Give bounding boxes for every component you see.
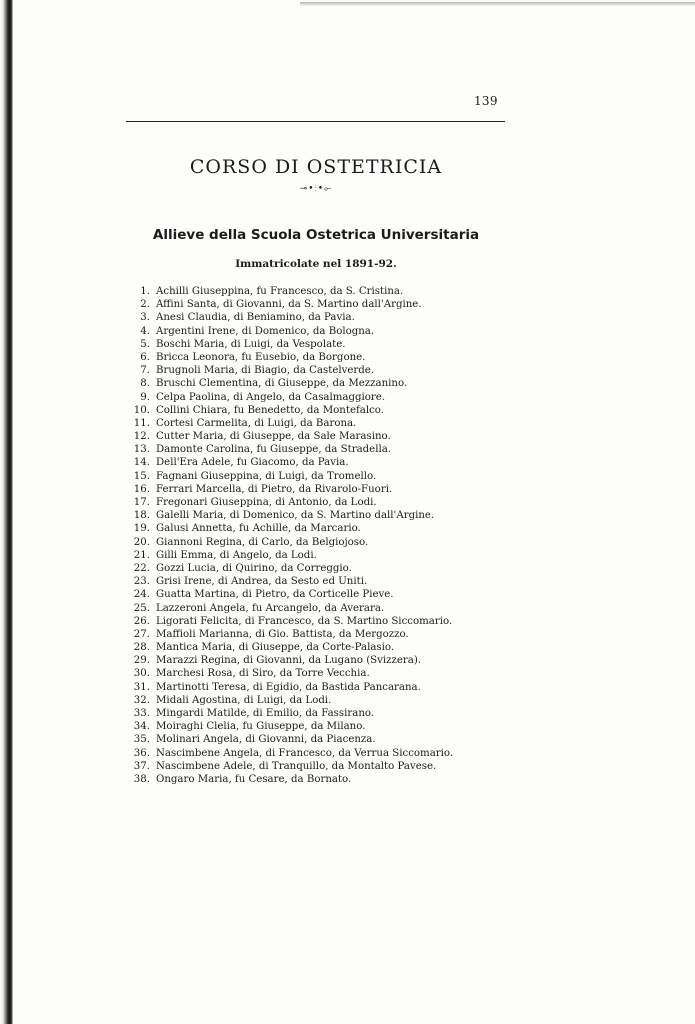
list-item-text: Dell'Era Adele, fu Giacomo, da Pavia. xyxy=(156,457,349,469)
list-item xyxy=(126,760,506,773)
list-item-number: 16. xyxy=(133,483,150,495)
list-item-number: 1. xyxy=(140,286,150,297)
list-item-text: Gilli Emma, di Angelo, da Lodi. xyxy=(156,549,317,561)
list-item-text: Nascimbene Adele, di Tranquillo, da Montalto Pavese. xyxy=(156,760,437,772)
list-item-number: 29. xyxy=(133,655,150,667)
list-item-number: 37. xyxy=(133,760,150,772)
list-item-text: Grisi Irene, di Andrea, da Sesto ed Uniti. xyxy=(156,576,368,588)
page-number: 139 xyxy=(474,94,498,108)
list-item xyxy=(126,720,506,733)
list-item-number: 21. xyxy=(133,549,150,561)
list-item xyxy=(126,562,506,575)
list-item-number: 4. xyxy=(140,325,150,337)
list-item xyxy=(126,681,506,694)
list-item-number: 24. xyxy=(133,589,150,601)
list-item-number: 10. xyxy=(133,404,150,416)
list-item xyxy=(126,298,506,311)
list-item-number: 5. xyxy=(140,338,150,350)
list-item xyxy=(126,377,506,390)
list-item-text: Martinotti Teresa, di Egidio, da Bastida Pancarana. xyxy=(156,681,421,693)
list-item xyxy=(126,417,506,430)
list-item-text: Ligorati Felicita, di Francesco, da S. Martino Siccomario. xyxy=(156,615,453,627)
list-item-text: Cutter Maria, di Giuseppe, da Sale Marasino. xyxy=(156,431,391,443)
list-item-text: Ongaro Maria, fu Cesare, da Bornato. xyxy=(156,773,352,785)
list-item-text: Bruschi Clementina, di Giuseppe, da Mezzanino. xyxy=(156,378,408,390)
list-item-number: 22. xyxy=(133,562,150,574)
section-subtitle: Allieve della Scuola Ostetrica Universitaria xyxy=(152,227,480,243)
list-item-text: Maffioli Marianna, di Gio. Battista, da Mergozzo. xyxy=(156,628,409,640)
list-item-text: Fagnani Giuseppina, di Luigi, da Tromello. xyxy=(156,470,377,482)
list-item-number: 38. xyxy=(133,773,150,785)
list-item-number: 23. xyxy=(133,576,150,588)
list-item xyxy=(126,588,506,601)
list-item-number: 11. xyxy=(133,417,150,429)
list-item xyxy=(126,404,506,417)
list-item-text: Ferrari Marcella, di Pietro, da Rivarolo-Fuori. xyxy=(156,483,393,495)
list-item-text: Marchesi Rosa, di Siro, da Torre Vecchia. xyxy=(156,668,370,680)
page-title: CORSO DI OSTETRICIA xyxy=(189,156,443,178)
list-item xyxy=(126,496,506,509)
list-item-text: Bricca Leonora, fu Eusebio, da Borgone. xyxy=(156,351,366,363)
list-item xyxy=(126,430,506,443)
list-item-text: Molinari Angela, di Giovanni, da Piacenza. xyxy=(156,734,376,746)
list-item-number: 20. xyxy=(133,536,150,548)
list-item-number: 13. xyxy=(133,444,150,456)
list-item-number: 26. xyxy=(133,615,150,627)
list-item xyxy=(126,456,506,469)
list-item xyxy=(126,509,506,522)
list-item-text: Cortesi Carmelita, di Luigi, da Barona. xyxy=(156,417,357,429)
list-item-text: Nascimbene Angela, di Francesco, da Verrua Siccomario. xyxy=(156,747,454,759)
list-item xyxy=(126,773,506,786)
list-item-number: 8. xyxy=(140,378,150,390)
list-item-number: 32. xyxy=(133,694,150,706)
list-item-number: 33. xyxy=(133,708,150,719)
list-item-text: Damonte Carolina, fu Giuseppe, da Stradella. xyxy=(156,444,392,456)
list-item-number: 14. xyxy=(133,457,150,469)
list-item-text: Midali Agostina, di Luigi, da Lodi. xyxy=(156,694,332,706)
list-item-number: 17. xyxy=(133,497,150,508)
list-item xyxy=(126,338,506,351)
list-item xyxy=(126,667,506,680)
list-item xyxy=(126,364,506,377)
list-item-text: Mingardi Matilde, di Emilio, da Fassirano. xyxy=(156,708,375,719)
list-item xyxy=(126,747,506,760)
list-item xyxy=(126,575,506,588)
list-item xyxy=(126,470,506,483)
list-item-text: Fregonari Giuseppina, di Antonio, da Lodi. xyxy=(156,497,377,508)
list-item xyxy=(126,549,506,562)
list-item-number: 15. xyxy=(133,470,150,482)
list-item-number: 36. xyxy=(133,747,150,759)
list-item-number: 9. xyxy=(140,391,150,403)
list-item xyxy=(126,641,506,654)
list-item xyxy=(126,707,506,720)
list-item-text: Moiraghi Clelia, fu Giuseppe, da Milano. xyxy=(156,721,366,733)
list-item-number: 2. xyxy=(140,299,150,311)
header-rule xyxy=(126,121,505,122)
list-item-text: Galusi Annetta, fu Achille, da Marcario. xyxy=(156,523,361,535)
title-ornament: ⊸•⫶•⟜ xyxy=(299,184,333,194)
list-item-text: Argentini Irene, di Domenico, da Bologna. xyxy=(156,325,375,337)
list-item-text: Mantica Maria, di Giuseppe, da Corte-Palasio. xyxy=(156,642,395,654)
list-item xyxy=(126,536,506,549)
list-item-text: Giannoni Regina, di Carlo, da Belgiojoso. xyxy=(156,536,369,548)
list-item xyxy=(126,351,506,364)
list-item xyxy=(126,325,506,338)
list-item-number: 34. xyxy=(133,721,150,733)
list-item-text: Affini Santa, di Giovanni, da S. Martino dall'Argine. xyxy=(156,299,422,311)
list-item-text: Guatta Martina, di Pietro, da Corticelle Pieve. xyxy=(156,589,394,601)
list-item-number: 27. xyxy=(133,628,150,640)
list-item-text: Achilli Giuseppina, fu Francesco, da S. Cristina. xyxy=(156,286,404,297)
list-item-number: 18. xyxy=(133,510,150,522)
list-item-number: 30. xyxy=(133,668,150,680)
list-item xyxy=(126,311,506,324)
list-item xyxy=(126,628,506,641)
list-item-text: Anesi Claudia, di Beniamino, da Pavia. xyxy=(156,312,355,324)
list-item-number: 25. xyxy=(133,602,150,614)
list-item-number: 12. xyxy=(133,431,150,443)
list-item-text: Collini Chiara, fu Benedetto, da Montefalco. xyxy=(156,404,384,416)
list-item xyxy=(126,391,506,404)
list-item xyxy=(126,654,506,667)
list-item xyxy=(126,522,506,535)
list-item xyxy=(126,733,506,746)
list-item xyxy=(126,694,506,707)
book-spine-shadow xyxy=(0,0,13,1024)
student-list xyxy=(126,285,506,786)
list-item-number: 35. xyxy=(133,734,150,746)
list-item-text: Marazzi Regina, di Giovanni, da Lugano (Svizzera). xyxy=(156,655,422,667)
list-item-text: Celpa Paolina, di Angelo, da Casalmaggiore. xyxy=(156,391,386,403)
list-item-number: 19. xyxy=(133,523,150,535)
list-item xyxy=(126,285,506,298)
list-item-number: 6. xyxy=(140,351,150,363)
list-item-text: Boschi Maria, di Luigi, da Vespolate. xyxy=(156,338,346,350)
list-item-text: Gozzi Lucia, di Quirino, da Correggio. xyxy=(156,562,352,574)
enrollment-heading: Immatricolate nel 1891-92. xyxy=(235,258,397,270)
page-top-edge xyxy=(300,2,695,6)
list-item xyxy=(126,602,506,615)
list-item-text: Brugnoli Maria, di Biagio, da Castelverde. xyxy=(156,365,375,377)
list-item-number: 7. xyxy=(140,365,150,377)
list-item-number: 28. xyxy=(133,642,150,654)
list-item-number: 31. xyxy=(133,681,150,693)
list-item xyxy=(126,483,506,496)
list-item-number: 3. xyxy=(140,312,150,324)
list-item xyxy=(126,443,506,456)
list-item-text: Lazzeroni Angela, fu Arcangelo, da Averara. xyxy=(156,602,385,614)
list-item xyxy=(126,615,506,628)
list-item-text: Galelli Maria, di Domenico, da S. Martino dall'Argine. xyxy=(156,510,435,522)
